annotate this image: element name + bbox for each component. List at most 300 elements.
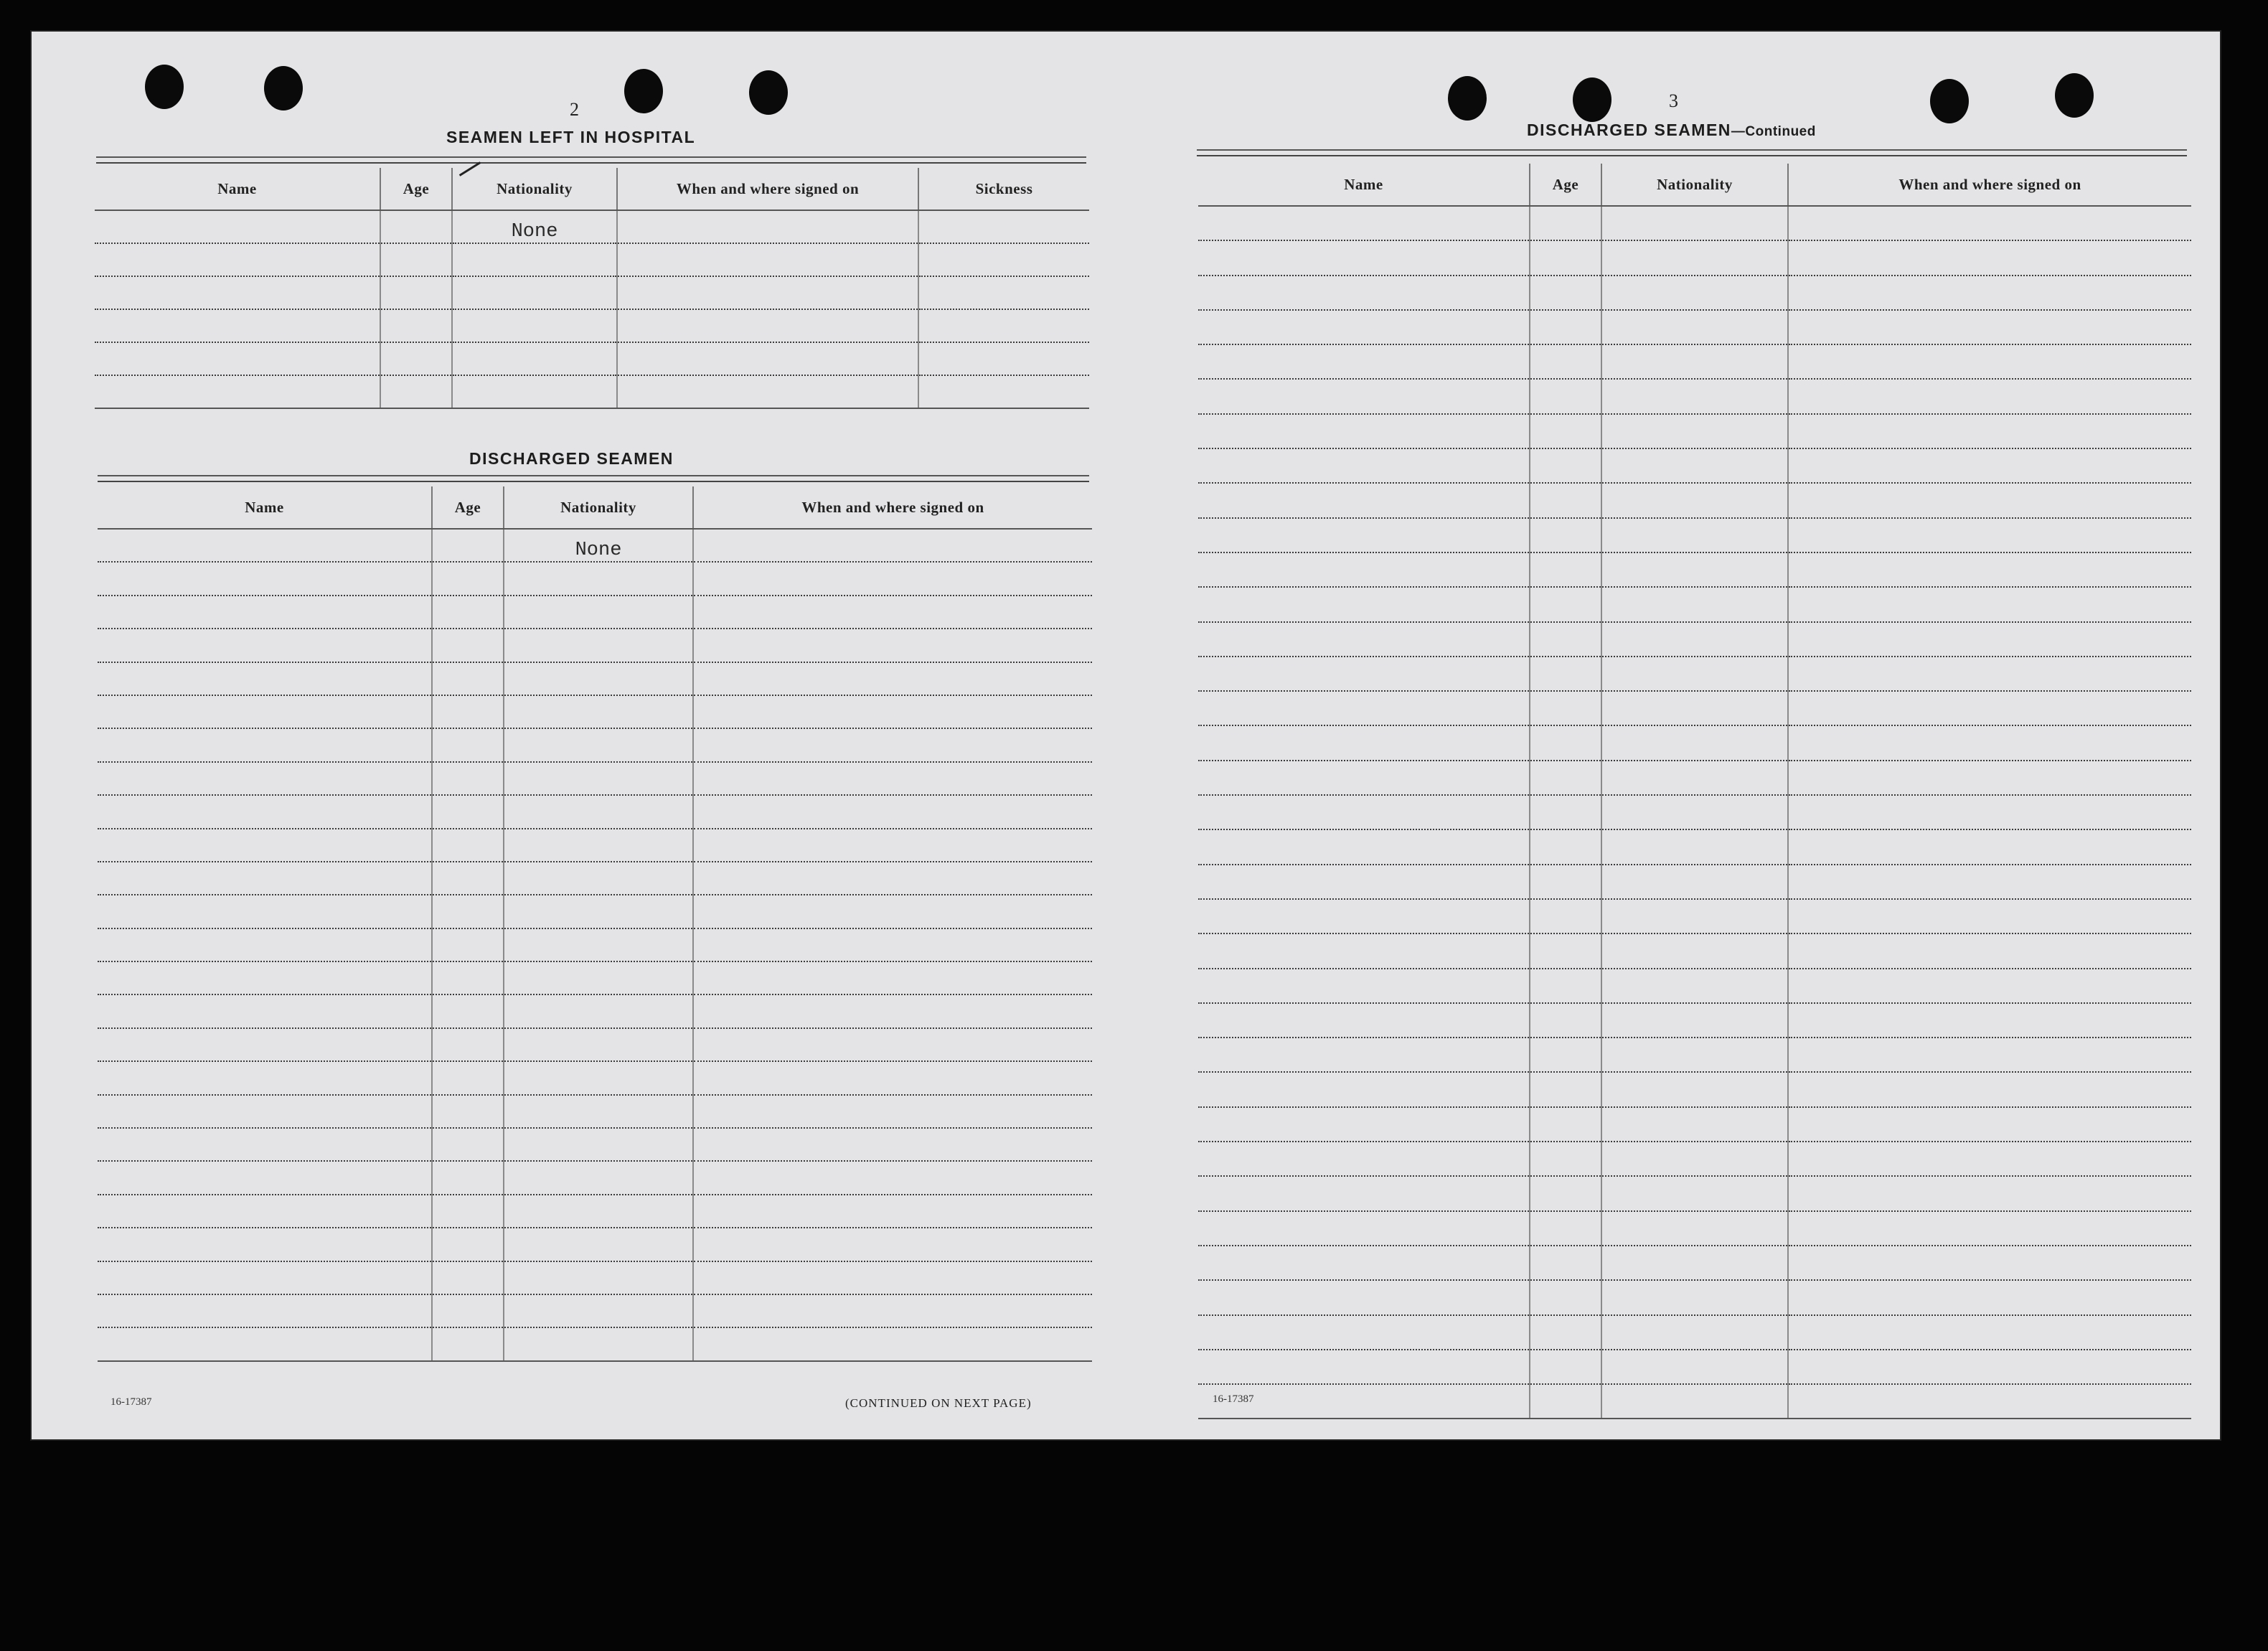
table-cell	[504, 1028, 693, 1061]
table-cell	[98, 961, 432, 994]
table-cell	[452, 243, 617, 276]
table-cell	[1530, 1315, 1601, 1350]
table-cell	[504, 1061, 693, 1094]
table-cell	[617, 243, 918, 276]
table-row	[1198, 1142, 2191, 1176]
table-cell	[1530, 761, 1601, 795]
table-cell	[693, 1128, 1092, 1161]
table-row	[1198, 1350, 2191, 1384]
column-header-age: Age	[380, 168, 452, 210]
table-cell	[432, 1028, 504, 1061]
table-cell	[1530, 310, 1601, 344]
table-cell	[95, 276, 380, 309]
table-cell	[1601, 761, 1788, 795]
table-row	[1198, 1176, 2191, 1210]
table-row	[98, 928, 1092, 961]
table-cell	[693, 1294, 1092, 1327]
column-header-nationality: Nationality	[1601, 164, 1788, 206]
table-cell	[1601, 1072, 1788, 1106]
table-cell	[1530, 1176, 1601, 1210]
table-cell	[1198, 795, 1530, 829]
table-row	[1198, 518, 2191, 552]
punch-hole	[145, 65, 184, 109]
column-header-age: Age	[1530, 164, 1601, 206]
table-row	[98, 1228, 1092, 1261]
table-cell	[432, 928, 504, 961]
table-cell	[1788, 969, 2191, 1003]
table-cell	[504, 662, 693, 695]
discharged-section-title: DISCHARGED SEAMEN	[469, 449, 674, 468]
table-cell	[693, 829, 1092, 862]
table-row	[98, 1095, 1092, 1128]
table-cell	[1788, 448, 2191, 483]
table-cell	[504, 795, 693, 828]
column-header-sickness: Sickness	[918, 168, 1089, 210]
table-cell	[504, 829, 693, 862]
table-cell	[504, 695, 693, 728]
table-cell	[98, 596, 432, 629]
table-cell	[432, 562, 504, 595]
table-cell	[504, 629, 693, 662]
table-cell	[1601, 969, 1788, 1003]
table-cell	[1530, 1038, 1601, 1072]
table-cell	[693, 629, 1092, 662]
table-cell	[1530, 725, 1601, 760]
table-cell	[504, 928, 693, 961]
table-row	[1198, 1003, 2191, 1038]
table-cell	[432, 1261, 504, 1294]
table-cell	[1601, 414, 1788, 448]
table-cell	[98, 1161, 432, 1194]
table-cell	[1198, 622, 1530, 657]
table-cell	[1788, 1107, 2191, 1142]
table-cell	[1601, 933, 1788, 968]
table-cell	[1601, 240, 1788, 275]
table-cell	[1788, 587, 2191, 621]
table-cell	[452, 309, 617, 342]
table-cell	[1198, 865, 1530, 899]
table-cell	[1788, 1038, 2191, 1072]
table-cell	[693, 1095, 1092, 1128]
table-cell	[1198, 414, 1530, 448]
table-cell	[1601, 448, 1788, 483]
table-cell	[1530, 622, 1601, 657]
table-row	[98, 1128, 1092, 1161]
table-cell	[1198, 969, 1530, 1003]
table-cell	[693, 994, 1092, 1027]
table-cell	[1788, 1142, 2191, 1176]
table-row	[1198, 969, 2191, 1003]
table-row	[98, 728, 1092, 761]
table-cell	[1198, 344, 1530, 379]
table-cell	[98, 1061, 432, 1094]
table-cell	[1601, 1350, 1788, 1384]
table-row	[1198, 206, 2191, 240]
punch-hole	[1573, 77, 1611, 122]
punch-hole	[264, 66, 303, 110]
table-cell	[1530, 1384, 1601, 1419]
table-cell	[1601, 1038, 1788, 1072]
table-cell	[1601, 483, 1788, 517]
table-row	[95, 210, 1089, 243]
table-cell	[98, 662, 432, 695]
table-row	[95, 342, 1089, 375]
table-cell	[432, 1095, 504, 1128]
table-cell	[693, 529, 1092, 562]
table-cell	[1788, 795, 2191, 829]
table-row	[95, 276, 1089, 309]
table-row	[98, 1327, 1092, 1360]
table-cell	[1788, 899, 2191, 933]
table-cell	[1530, 518, 1601, 552]
table-row	[1198, 657, 2191, 691]
table-row	[1198, 829, 2191, 864]
table-cell	[98, 728, 432, 761]
table-cell	[1788, 483, 2191, 517]
continued-title-rule	[1197, 149, 2187, 156]
table-cell	[504, 1327, 693, 1360]
table-cell	[1198, 1315, 1530, 1350]
discharged-table-body	[98, 529, 1092, 1361]
table-row	[1198, 414, 2191, 448]
table-cell	[452, 375, 617, 408]
table-row	[1198, 276, 2191, 310]
table-cell	[452, 276, 617, 309]
table-row	[98, 994, 1092, 1027]
table-cell	[432, 695, 504, 728]
table-cell	[1198, 1176, 1530, 1210]
table-cell	[1530, 1142, 1601, 1176]
table-cell	[693, 1195, 1092, 1228]
table-cell	[1788, 206, 2191, 240]
column-header-name: Name	[98, 486, 432, 529]
table-cell	[1198, 657, 1530, 691]
table-cell	[1530, 1246, 1601, 1280]
continued-note: (CONTINUED ON NEXT PAGE)	[845, 1396, 1032, 1410]
table-cell	[1788, 1211, 2191, 1246]
table-cell	[380, 276, 452, 309]
table-cell	[1198, 1107, 1530, 1142]
table-cell	[380, 210, 452, 243]
table-row	[95, 243, 1089, 276]
table-cell	[1530, 379, 1601, 413]
table-cell	[1530, 587, 1601, 621]
table-cell	[617, 309, 918, 342]
table-cell	[1530, 552, 1601, 587]
table-cell	[1788, 240, 2191, 275]
column-header-signed-on: When and where signed on	[1788, 164, 2191, 206]
table-cell	[1601, 725, 1788, 760]
table-cell	[1601, 1315, 1788, 1350]
table-cell	[1788, 310, 2191, 344]
table-cell	[380, 342, 452, 375]
table-cell	[1788, 1280, 2191, 1314]
table-cell	[693, 1261, 1092, 1294]
table-row	[1198, 1072, 2191, 1106]
table-row	[1198, 587, 2191, 621]
table-cell	[1601, 1176, 1788, 1210]
discharged-continued-title-main: DISCHARGED SEAMEN	[1527, 121, 1731, 139]
table-row	[1198, 899, 2191, 933]
table-row	[1198, 865, 2191, 899]
punch-hole	[1930, 79, 1969, 123]
page-number-left: 2	[570, 99, 579, 120]
table-cell	[1530, 933, 1601, 968]
table-cell	[1788, 518, 2191, 552]
table-row	[98, 629, 1092, 662]
table-cell	[432, 895, 504, 928]
table-cell	[918, 342, 1089, 375]
table-row	[98, 829, 1092, 862]
table-cell	[617, 276, 918, 309]
table-cell	[432, 529, 504, 562]
hospital-section-title: SEAMEN LEFT IN HOSPITAL	[446, 128, 696, 146]
table-cell	[504, 596, 693, 629]
table-row	[98, 562, 1092, 595]
table-cell	[1601, 276, 1788, 310]
column-header-nationality: Nationality	[452, 168, 617, 210]
table-cell	[504, 762, 693, 795]
table-cell	[617, 375, 918, 408]
table-cell	[1788, 1072, 2191, 1106]
table-cell	[504, 862, 693, 895]
discharged-continued-suffix: —Continued	[1731, 124, 1816, 139]
table-cell	[1788, 761, 2191, 795]
table-row	[1198, 310, 2191, 344]
table-cell	[693, 928, 1092, 961]
table-cell	[1788, 1246, 2191, 1280]
table-cell	[1530, 206, 1601, 240]
table-cell	[1198, 1142, 1530, 1176]
table-cell	[380, 375, 452, 408]
table-row	[1198, 448, 2191, 483]
table-cell	[1198, 1003, 1530, 1038]
table-row	[95, 375, 1089, 408]
table-cell	[98, 562, 432, 595]
table-cell	[432, 762, 504, 795]
table-row	[98, 961, 1092, 994]
table-cell	[452, 342, 617, 375]
table-cell	[693, 596, 1092, 629]
table-cell	[98, 1095, 432, 1128]
table-cell	[918, 243, 1089, 276]
table-cell	[504, 728, 693, 761]
table-cell	[1788, 657, 2191, 691]
table-cell	[693, 728, 1092, 761]
discharged-table	[98, 486, 1092, 1362]
table-cell	[98, 1128, 432, 1161]
table-cell	[98, 1228, 432, 1261]
table-cell	[98, 994, 432, 1027]
table-cell	[693, 895, 1092, 928]
table-cell	[98, 795, 432, 828]
table-cell	[504, 994, 693, 1027]
hospital-title-rule	[96, 156, 1086, 164]
table-cell	[918, 375, 1089, 408]
hospital-table	[95, 168, 1089, 409]
table-row	[1198, 1315, 2191, 1350]
table-cell	[693, 795, 1092, 828]
table-cell	[1601, 622, 1788, 657]
table-row	[98, 1261, 1092, 1294]
table-cell	[1198, 518, 1530, 552]
table-header-row	[95, 168, 1089, 210]
table-cell	[1198, 1246, 1530, 1280]
table-cell	[504, 1161, 693, 1194]
table-cell	[693, 1161, 1092, 1194]
table-cell	[1601, 899, 1788, 933]
table-cell	[98, 1261, 432, 1294]
table-row	[98, 862, 1092, 895]
table-cell	[504, 1095, 693, 1128]
table-cell	[504, 562, 693, 595]
table-cell	[1601, 1384, 1788, 1419]
form-code-right: 16-17387	[1213, 1393, 1254, 1405]
table-cell	[1788, 622, 2191, 657]
table-cell	[98, 629, 432, 662]
table-cell	[1530, 1211, 1601, 1246]
punch-hole	[624, 69, 663, 113]
column-header-signed-on: When and where signed on	[693, 486, 1092, 529]
table-cell	[1788, 1350, 2191, 1384]
table-cell	[432, 728, 504, 761]
table-cell	[1601, 552, 1788, 587]
table-cell	[432, 795, 504, 828]
table-cell	[504, 1228, 693, 1261]
table-cell	[617, 342, 918, 375]
table-row	[1198, 1384, 2191, 1419]
table-cell	[1198, 1072, 1530, 1106]
table-cell	[1601, 1246, 1788, 1280]
table-cell	[98, 1028, 432, 1061]
table-cell	[432, 1294, 504, 1327]
table-cell	[1198, 761, 1530, 795]
table-row	[1198, 1038, 2191, 1072]
table-cell	[1198, 240, 1530, 275]
table-cell	[1601, 206, 1788, 240]
discharged-continued-table	[1198, 164, 2191, 1419]
table-cell	[1788, 1315, 2191, 1350]
table-cell	[95, 210, 380, 243]
table-cell	[1788, 865, 2191, 899]
table-cell	[1530, 865, 1601, 899]
column-header-age: Age	[432, 486, 504, 529]
table-cell	[1198, 725, 1530, 760]
table-cell	[98, 895, 432, 928]
table-header-row	[98, 486, 1092, 529]
discharged-title-rule	[98, 475, 1089, 482]
table-cell	[1530, 276, 1601, 310]
table-cell	[1601, 1003, 1788, 1038]
table-cell	[1530, 795, 1601, 829]
table-cell	[1601, 518, 1788, 552]
table-cell	[1788, 344, 2191, 379]
table-cell	[1601, 1280, 1788, 1314]
table-cell	[1198, 483, 1530, 517]
table-cell	[95, 342, 380, 375]
table-cell	[95, 309, 380, 342]
table-row	[1198, 725, 2191, 760]
table-row	[1198, 1280, 2191, 1314]
table-cell	[1198, 448, 1530, 483]
table-cell	[617, 210, 918, 243]
table-cell	[1530, 657, 1601, 691]
table-row	[98, 1195, 1092, 1228]
table-cell	[432, 629, 504, 662]
table-cell	[1530, 483, 1601, 517]
table-cell	[504, 1195, 693, 1228]
table-cell	[1788, 933, 2191, 968]
table-cell	[504, 1261, 693, 1294]
table-cell	[1788, 552, 2191, 587]
table-row	[1198, 240, 2191, 275]
nationality-entry: None	[504, 529, 693, 562]
table-cell	[1601, 795, 1788, 829]
table-cell	[1601, 829, 1788, 864]
table-row	[1198, 1211, 2191, 1246]
table-cell	[432, 994, 504, 1027]
table-cell	[693, 1327, 1092, 1360]
table-header-row	[1198, 164, 2191, 206]
table-cell	[432, 1228, 504, 1261]
table-cell	[1601, 344, 1788, 379]
table-cell	[1601, 1142, 1788, 1176]
table-cell	[380, 243, 452, 276]
table-cell	[1198, 1211, 1530, 1246]
table-cell	[95, 375, 380, 408]
table-cell	[693, 662, 1092, 695]
table-cell	[918, 309, 1089, 342]
table-cell	[432, 596, 504, 629]
table-cell	[504, 1128, 693, 1161]
table-cell	[380, 309, 452, 342]
table-row	[1198, 761, 2191, 795]
table-cell	[504, 1294, 693, 1327]
table-cell	[1601, 379, 1788, 413]
table-cell	[693, 562, 1092, 595]
table-cell	[1788, 691, 2191, 725]
table-cell	[432, 1327, 504, 1360]
table-cell	[693, 1228, 1092, 1261]
table-cell	[918, 210, 1089, 243]
table-cell	[95, 243, 380, 276]
table-cell	[1530, 691, 1601, 725]
table-cell	[432, 829, 504, 862]
table-cell	[1530, 1350, 1601, 1384]
column-header-signed-on: When and where signed on	[617, 168, 918, 210]
table-cell	[1601, 865, 1788, 899]
table-cell	[1601, 691, 1788, 725]
table-cell	[1530, 1072, 1601, 1106]
table-cell	[1530, 1003, 1601, 1038]
table-row	[98, 529, 1092, 562]
table-cell	[504, 895, 693, 928]
table-cell	[1601, 587, 1788, 621]
table-cell	[1530, 829, 1601, 864]
table-row	[98, 762, 1092, 795]
table-row	[98, 895, 1092, 928]
table-cell	[1788, 276, 2191, 310]
table-cell	[1198, 379, 1530, 413]
table-row	[1198, 933, 2191, 968]
table-row	[1198, 344, 2191, 379]
page-number-right: 3	[1669, 90, 1678, 111]
punch-hole	[2055, 73, 2094, 118]
table-row	[1198, 1246, 2191, 1280]
table-cell	[504, 961, 693, 994]
table-cell	[1198, 899, 1530, 933]
table-cell	[1198, 933, 1530, 968]
